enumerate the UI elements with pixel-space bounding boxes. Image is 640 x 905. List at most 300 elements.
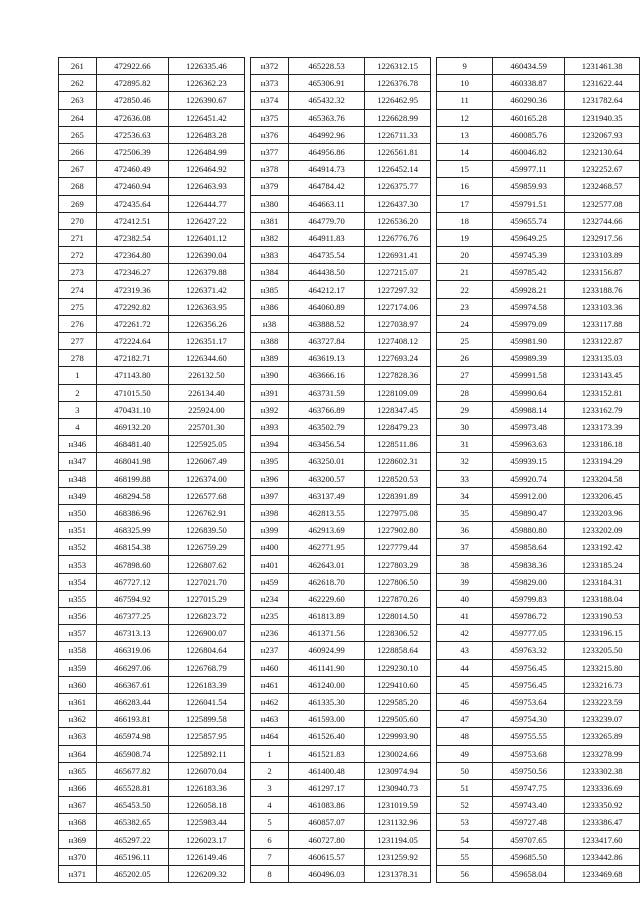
x-coordinate: 461335.30	[289, 693, 364, 710]
x-coordinate: 464914.73	[289, 161, 364, 178]
x-coordinate: 459979.09	[492, 315, 565, 332]
table-row	[437, 487, 640, 504]
y-coordinate: 1231194.05	[364, 831, 431, 848]
table-row	[437, 264, 640, 281]
y-coordinate: 1226023.17	[169, 831, 245, 848]
point-number: 32	[437, 453, 492, 470]
table-row	[250, 487, 431, 504]
table-row	[250, 539, 431, 556]
table-row	[59, 504, 245, 521]
point-number: н371	[59, 865, 97, 882]
table-row	[437, 814, 640, 831]
table-row	[250, 143, 431, 160]
x-coordinate: 459912.00	[492, 487, 565, 504]
x-coordinate: 467594.92	[96, 590, 168, 607]
y-coordinate: 1233216.73	[565, 676, 640, 693]
point-number: 1	[59, 367, 97, 384]
table-row	[250, 504, 431, 521]
y-coordinate: 1226807.62	[169, 556, 245, 573]
table-row	[59, 625, 245, 642]
point-number: 19	[437, 229, 492, 246]
x-coordinate: 461521.83	[289, 745, 364, 762]
point-number: н354	[59, 573, 97, 590]
table-row	[437, 384, 640, 401]
point-number: н393	[250, 418, 289, 435]
x-coordinate: 465202.05	[96, 865, 168, 882]
point-number: 55	[437, 848, 492, 865]
x-coordinate: 472636.08	[96, 109, 168, 126]
point-number: н376	[250, 126, 289, 143]
y-coordinate: 1230024.66	[364, 745, 431, 762]
table-row	[437, 229, 640, 246]
x-coordinate: 472895.82	[96, 75, 168, 92]
x-coordinate: 467727.12	[96, 573, 168, 590]
table-row	[437, 865, 640, 882]
y-coordinate: 1233350.92	[565, 797, 640, 814]
y-coordinate: 1233156.87	[565, 264, 640, 281]
x-coordinate: 460290.36	[492, 92, 565, 109]
table-row	[437, 779, 640, 796]
table-row	[250, 281, 431, 298]
point-number: 34	[437, 487, 492, 504]
x-coordinate: 459928.21	[492, 281, 565, 298]
x-coordinate: 468294.58	[96, 487, 168, 504]
point-number: н378	[250, 161, 289, 178]
table-row	[437, 401, 640, 418]
x-coordinate: 460857.07	[289, 814, 364, 831]
y-coordinate: 1228520.53	[364, 470, 431, 487]
point-number: н355	[59, 590, 97, 607]
y-coordinate: 1233188.04	[565, 590, 640, 607]
x-coordinate: 459655.74	[492, 212, 565, 229]
point-number: 31	[437, 436, 492, 453]
x-coordinate: 463731.59	[289, 384, 364, 401]
table-row	[437, 848, 640, 865]
point-number: 45	[437, 676, 492, 693]
x-coordinate: 465453.50	[96, 797, 168, 814]
point-number: 27	[437, 367, 492, 384]
point-number: н356	[59, 608, 97, 625]
x-coordinate: 465306.91	[289, 75, 364, 92]
table-row	[250, 418, 431, 435]
y-coordinate: 1233122.87	[565, 333, 640, 350]
y-coordinate: 1229410.60	[364, 676, 431, 693]
y-coordinate: 1231378.31	[364, 865, 431, 882]
x-coordinate: 464992.96	[289, 126, 364, 143]
point-number: 266	[59, 143, 97, 160]
point-number: 36	[437, 522, 492, 539]
x-coordinate: 472319.36	[96, 281, 168, 298]
y-coordinate: 1233265.89	[565, 728, 640, 745]
table-row	[59, 556, 245, 573]
table-row	[59, 642, 245, 659]
point-number: 44	[437, 659, 492, 676]
point-number: н386	[250, 298, 289, 315]
y-coordinate: 1228479.23	[364, 418, 431, 435]
point-number: 21	[437, 264, 492, 281]
point-number: н460	[250, 659, 289, 676]
y-coordinate: 1233204.58	[565, 470, 640, 487]
point-number: н369	[59, 831, 97, 848]
table-row	[437, 642, 640, 659]
table-row	[250, 659, 431, 676]
table-row	[59, 350, 245, 367]
table-row	[250, 92, 431, 109]
point-number: н464	[250, 728, 289, 745]
x-coordinate: 463727.84	[289, 333, 364, 350]
x-coordinate: 462229.60	[289, 590, 364, 607]
y-coordinate: 1226483.28	[169, 126, 245, 143]
y-coordinate: 1233143.45	[565, 367, 640, 384]
table-row	[59, 590, 245, 607]
table-row	[250, 350, 431, 367]
point-number: н381	[250, 212, 289, 229]
table-row	[437, 75, 640, 92]
table-row	[59, 126, 245, 143]
table-row	[250, 453, 431, 470]
y-coordinate: 1226900.07	[169, 625, 245, 642]
x-coordinate: 463137.49	[289, 487, 364, 504]
table-row	[250, 247, 431, 264]
x-coordinate: 459743.40	[492, 797, 565, 814]
table-row	[437, 625, 640, 642]
y-coordinate: 1226363.95	[169, 298, 245, 315]
point-number: 29	[437, 401, 492, 418]
table-row	[59, 367, 245, 384]
table-row	[250, 711, 431, 728]
y-coordinate: 1229585.20	[364, 693, 431, 710]
coordinate-rows	[250, 58, 431, 883]
table-row	[250, 797, 431, 814]
y-coordinate: 1226183.36	[169, 779, 245, 796]
table-row	[437, 298, 640, 315]
x-coordinate: 459890.47	[492, 504, 565, 521]
point-number: н400	[250, 539, 289, 556]
point-number: н370	[59, 848, 97, 865]
y-coordinate: 1226371.42	[169, 281, 245, 298]
point-number: н362	[59, 711, 97, 728]
table-row	[250, 642, 431, 659]
y-coordinate: 225701.30	[169, 418, 245, 435]
y-coordinate: 1227693.24	[364, 350, 431, 367]
y-coordinate: 1227779.44	[364, 539, 431, 556]
x-coordinate: 472292.82	[96, 298, 168, 315]
point-number: 56	[437, 865, 492, 882]
table-row	[250, 229, 431, 246]
point-number: н234	[250, 590, 289, 607]
point-number: 271	[59, 229, 97, 246]
x-coordinate: 464911.83	[289, 229, 364, 246]
x-coordinate: 464060.89	[289, 298, 364, 315]
point-number: н368	[59, 814, 97, 831]
y-coordinate: 1228014.50	[364, 608, 431, 625]
point-number: н347	[59, 453, 97, 470]
point-number: н357	[59, 625, 97, 642]
point-number: 48	[437, 728, 492, 745]
y-coordinate: 1226628.99	[364, 109, 431, 126]
table-row	[437, 143, 640, 160]
table-row	[250, 195, 431, 212]
coordinate-table-block-1	[58, 57, 245, 883]
y-coordinate: 1226312.15	[364, 58, 431, 75]
table-row	[437, 333, 640, 350]
point-number: н38	[250, 315, 289, 332]
table-row	[59, 264, 245, 281]
table-row	[59, 470, 245, 487]
x-coordinate: 472382.54	[96, 229, 168, 246]
x-coordinate: 461400.48	[289, 762, 364, 779]
y-coordinate: 1226149.46	[169, 848, 245, 865]
y-coordinate: 1231259.92	[364, 848, 431, 865]
point-number: н358	[59, 642, 97, 659]
point-number: н391	[250, 384, 289, 401]
point-number: н349	[59, 487, 97, 504]
x-coordinate: 472364.80	[96, 247, 168, 264]
table-row	[250, 126, 431, 143]
point-number: н237	[250, 642, 289, 659]
table-row	[59, 75, 245, 92]
x-coordinate: 460924.99	[289, 642, 364, 659]
x-coordinate: 460496.03	[289, 865, 364, 882]
point-number: 264	[59, 109, 97, 126]
point-number: н382	[250, 229, 289, 246]
x-coordinate: 469132.20	[96, 418, 168, 435]
table-row	[250, 573, 431, 590]
point-number: н389	[250, 350, 289, 367]
point-number: н360	[59, 676, 97, 693]
table-row	[250, 470, 431, 487]
y-coordinate: 1233196.15	[565, 625, 640, 642]
y-coordinate: 1226536.20	[364, 212, 431, 229]
y-coordinate: 1226427.22	[169, 212, 245, 229]
x-coordinate: 464784.42	[289, 178, 364, 195]
point-number: 20	[437, 247, 492, 264]
table-row	[437, 608, 640, 625]
x-coordinate: 459786.72	[492, 608, 565, 625]
point-number: н388	[250, 333, 289, 350]
point-number: 261	[59, 58, 97, 75]
y-coordinate: 1226437.30	[364, 195, 431, 212]
y-coordinate: 1225892.11	[169, 745, 245, 762]
x-coordinate: 467377.25	[96, 608, 168, 625]
x-coordinate: 465228.53	[289, 58, 364, 75]
y-coordinate: 1226401.12	[169, 229, 245, 246]
point-number: н462	[250, 693, 289, 710]
table-row	[59, 281, 245, 298]
table-row	[250, 298, 431, 315]
y-coordinate: 1233442.86	[565, 848, 640, 865]
table-row	[59, 315, 245, 332]
y-coordinate: 1233152.81	[565, 384, 640, 401]
x-coordinate: 459727.48	[492, 814, 565, 831]
y-coordinate: 1226931.41	[364, 247, 431, 264]
x-coordinate: 463666.16	[289, 367, 364, 384]
y-coordinate: 1227828.36	[364, 367, 431, 384]
y-coordinate: 226132.50	[169, 367, 245, 384]
y-coordinate: 1226375.77	[364, 178, 431, 195]
x-coordinate: 462643.01	[289, 556, 364, 573]
x-coordinate: 459973.48	[492, 418, 565, 435]
y-coordinate: 1227803.29	[364, 556, 431, 573]
table-row	[59, 453, 245, 470]
x-coordinate: 466297.06	[96, 659, 168, 676]
table-row	[59, 659, 245, 676]
table-row	[59, 298, 245, 315]
y-coordinate: 1233162.79	[565, 401, 640, 418]
y-coordinate: 1226058.18	[169, 797, 245, 814]
y-coordinate: 1233239.07	[565, 711, 640, 728]
coordinate-rows	[59, 58, 245, 883]
point-number: н397	[250, 487, 289, 504]
point-number: 13	[437, 126, 492, 143]
x-coordinate: 465297.22	[96, 831, 168, 848]
table-row	[59, 539, 245, 556]
point-number: 52	[437, 797, 492, 814]
table-row	[59, 333, 245, 350]
x-coordinate: 468325.99	[96, 522, 168, 539]
y-coordinate: 1226804.64	[169, 642, 245, 659]
y-coordinate: 1227038.97	[364, 315, 431, 332]
point-number: н364	[59, 745, 97, 762]
point-number: н350	[59, 504, 97, 521]
point-number: 37	[437, 539, 492, 556]
point-number: н380	[250, 195, 289, 212]
x-coordinate: 459777.05	[492, 625, 565, 642]
table-row	[59, 212, 245, 229]
table-row	[437, 711, 640, 728]
table-row	[437, 573, 640, 590]
x-coordinate: 459963.63	[492, 436, 565, 453]
point-number: н372	[250, 58, 289, 75]
x-coordinate: 466319.06	[96, 642, 168, 659]
x-coordinate: 459754.30	[492, 711, 565, 728]
table-row	[250, 608, 431, 625]
table-row	[250, 779, 431, 796]
point-number: 47	[437, 711, 492, 728]
y-coordinate: 1232744.66	[565, 212, 640, 229]
y-coordinate: 1226209.32	[169, 865, 245, 882]
y-coordinate: 1233185.24	[565, 556, 640, 573]
point-number: н392	[250, 401, 289, 418]
y-coordinate: 1233336.69	[565, 779, 640, 796]
y-coordinate: 1232067.93	[565, 126, 640, 143]
x-coordinate: 462771.95	[289, 539, 364, 556]
y-coordinate: 1230974.94	[364, 762, 431, 779]
x-coordinate: 472435.64	[96, 195, 168, 212]
y-coordinate: 1227806.50	[364, 573, 431, 590]
point-number: 269	[59, 195, 97, 212]
y-coordinate: 1233190.53	[565, 608, 640, 625]
point-number: 51	[437, 779, 492, 796]
x-coordinate: 465974.98	[96, 728, 168, 745]
y-coordinate: 1226344.60	[169, 350, 245, 367]
y-coordinate: 1229993.90	[364, 728, 431, 745]
x-coordinate: 465382.65	[96, 814, 168, 831]
y-coordinate: 1226067.49	[169, 453, 245, 470]
table-row	[59, 676, 245, 693]
point-number: 265	[59, 126, 97, 143]
table-row	[437, 556, 640, 573]
table-row	[59, 195, 245, 212]
y-coordinate: 1233202.09	[565, 522, 640, 539]
y-coordinate: 1233135.03	[565, 350, 640, 367]
x-coordinate: 463250.01	[289, 453, 364, 470]
x-coordinate: 459753.68	[492, 745, 565, 762]
point-number: н461	[250, 676, 289, 693]
y-coordinate: 1228109.09	[364, 384, 431, 401]
point-number: н353	[59, 556, 97, 573]
point-number: н395	[250, 453, 289, 470]
x-coordinate: 459763.32	[492, 642, 565, 659]
x-coordinate: 459707.65	[492, 831, 565, 848]
point-number: н383	[250, 247, 289, 264]
y-coordinate: 1226762.91	[169, 504, 245, 521]
y-coordinate: 1226356.26	[169, 315, 245, 332]
point-number: 16	[437, 178, 492, 195]
x-coordinate: 459988.14	[492, 401, 565, 418]
table-row	[250, 178, 431, 195]
y-coordinate: 1233184.31	[565, 573, 640, 590]
point-number: 39	[437, 573, 492, 590]
table-row	[59, 779, 245, 796]
y-coordinate: 1226776.76	[364, 229, 431, 246]
point-number: 267	[59, 161, 97, 178]
y-coordinate: 1231461.38	[565, 58, 640, 75]
x-coordinate: 459829.00	[492, 573, 565, 590]
y-coordinate: 1232577.08	[565, 195, 640, 212]
table-row	[250, 625, 431, 642]
table-row	[437, 831, 640, 848]
table-row	[437, 161, 640, 178]
table-row	[437, 178, 640, 195]
table-row	[59, 143, 245, 160]
x-coordinate: 472412.51	[96, 212, 168, 229]
x-coordinate: 472506.39	[96, 143, 168, 160]
table-row	[250, 333, 431, 350]
table-row	[59, 178, 245, 195]
x-coordinate: 472536.63	[96, 126, 168, 143]
x-coordinate: 459974.58	[492, 298, 565, 315]
table-row	[250, 367, 431, 384]
point-number: н377	[250, 143, 289, 160]
point-number: н359	[59, 659, 97, 676]
y-coordinate: 1227902.80	[364, 522, 431, 539]
y-coordinate: 1233215.80	[565, 659, 640, 676]
point-number: н367	[59, 797, 97, 814]
x-coordinate: 472922.66	[96, 58, 168, 75]
table-row	[59, 848, 245, 865]
y-coordinate: 1231132.96	[364, 814, 431, 831]
y-coordinate: 1225925.05	[169, 436, 245, 453]
table-row	[250, 161, 431, 178]
y-coordinate: 1231782.64	[565, 92, 640, 109]
x-coordinate: 460615.57	[289, 848, 364, 865]
table-row	[437, 58, 640, 75]
point-number: н399	[250, 522, 289, 539]
x-coordinate: 461593.00	[289, 711, 364, 728]
y-coordinate: 1225983.44	[169, 814, 245, 831]
y-coordinate: 1226070.04	[169, 762, 245, 779]
point-number: 35	[437, 504, 492, 521]
y-coordinate: 1229505.60	[364, 711, 431, 728]
point-number: н373	[250, 75, 289, 92]
table-row	[59, 797, 245, 814]
y-coordinate: 1228306.52	[364, 625, 431, 642]
table-row	[250, 109, 431, 126]
table-row	[250, 522, 431, 539]
point-number: 22	[437, 281, 492, 298]
x-coordinate: 459859.93	[492, 178, 565, 195]
